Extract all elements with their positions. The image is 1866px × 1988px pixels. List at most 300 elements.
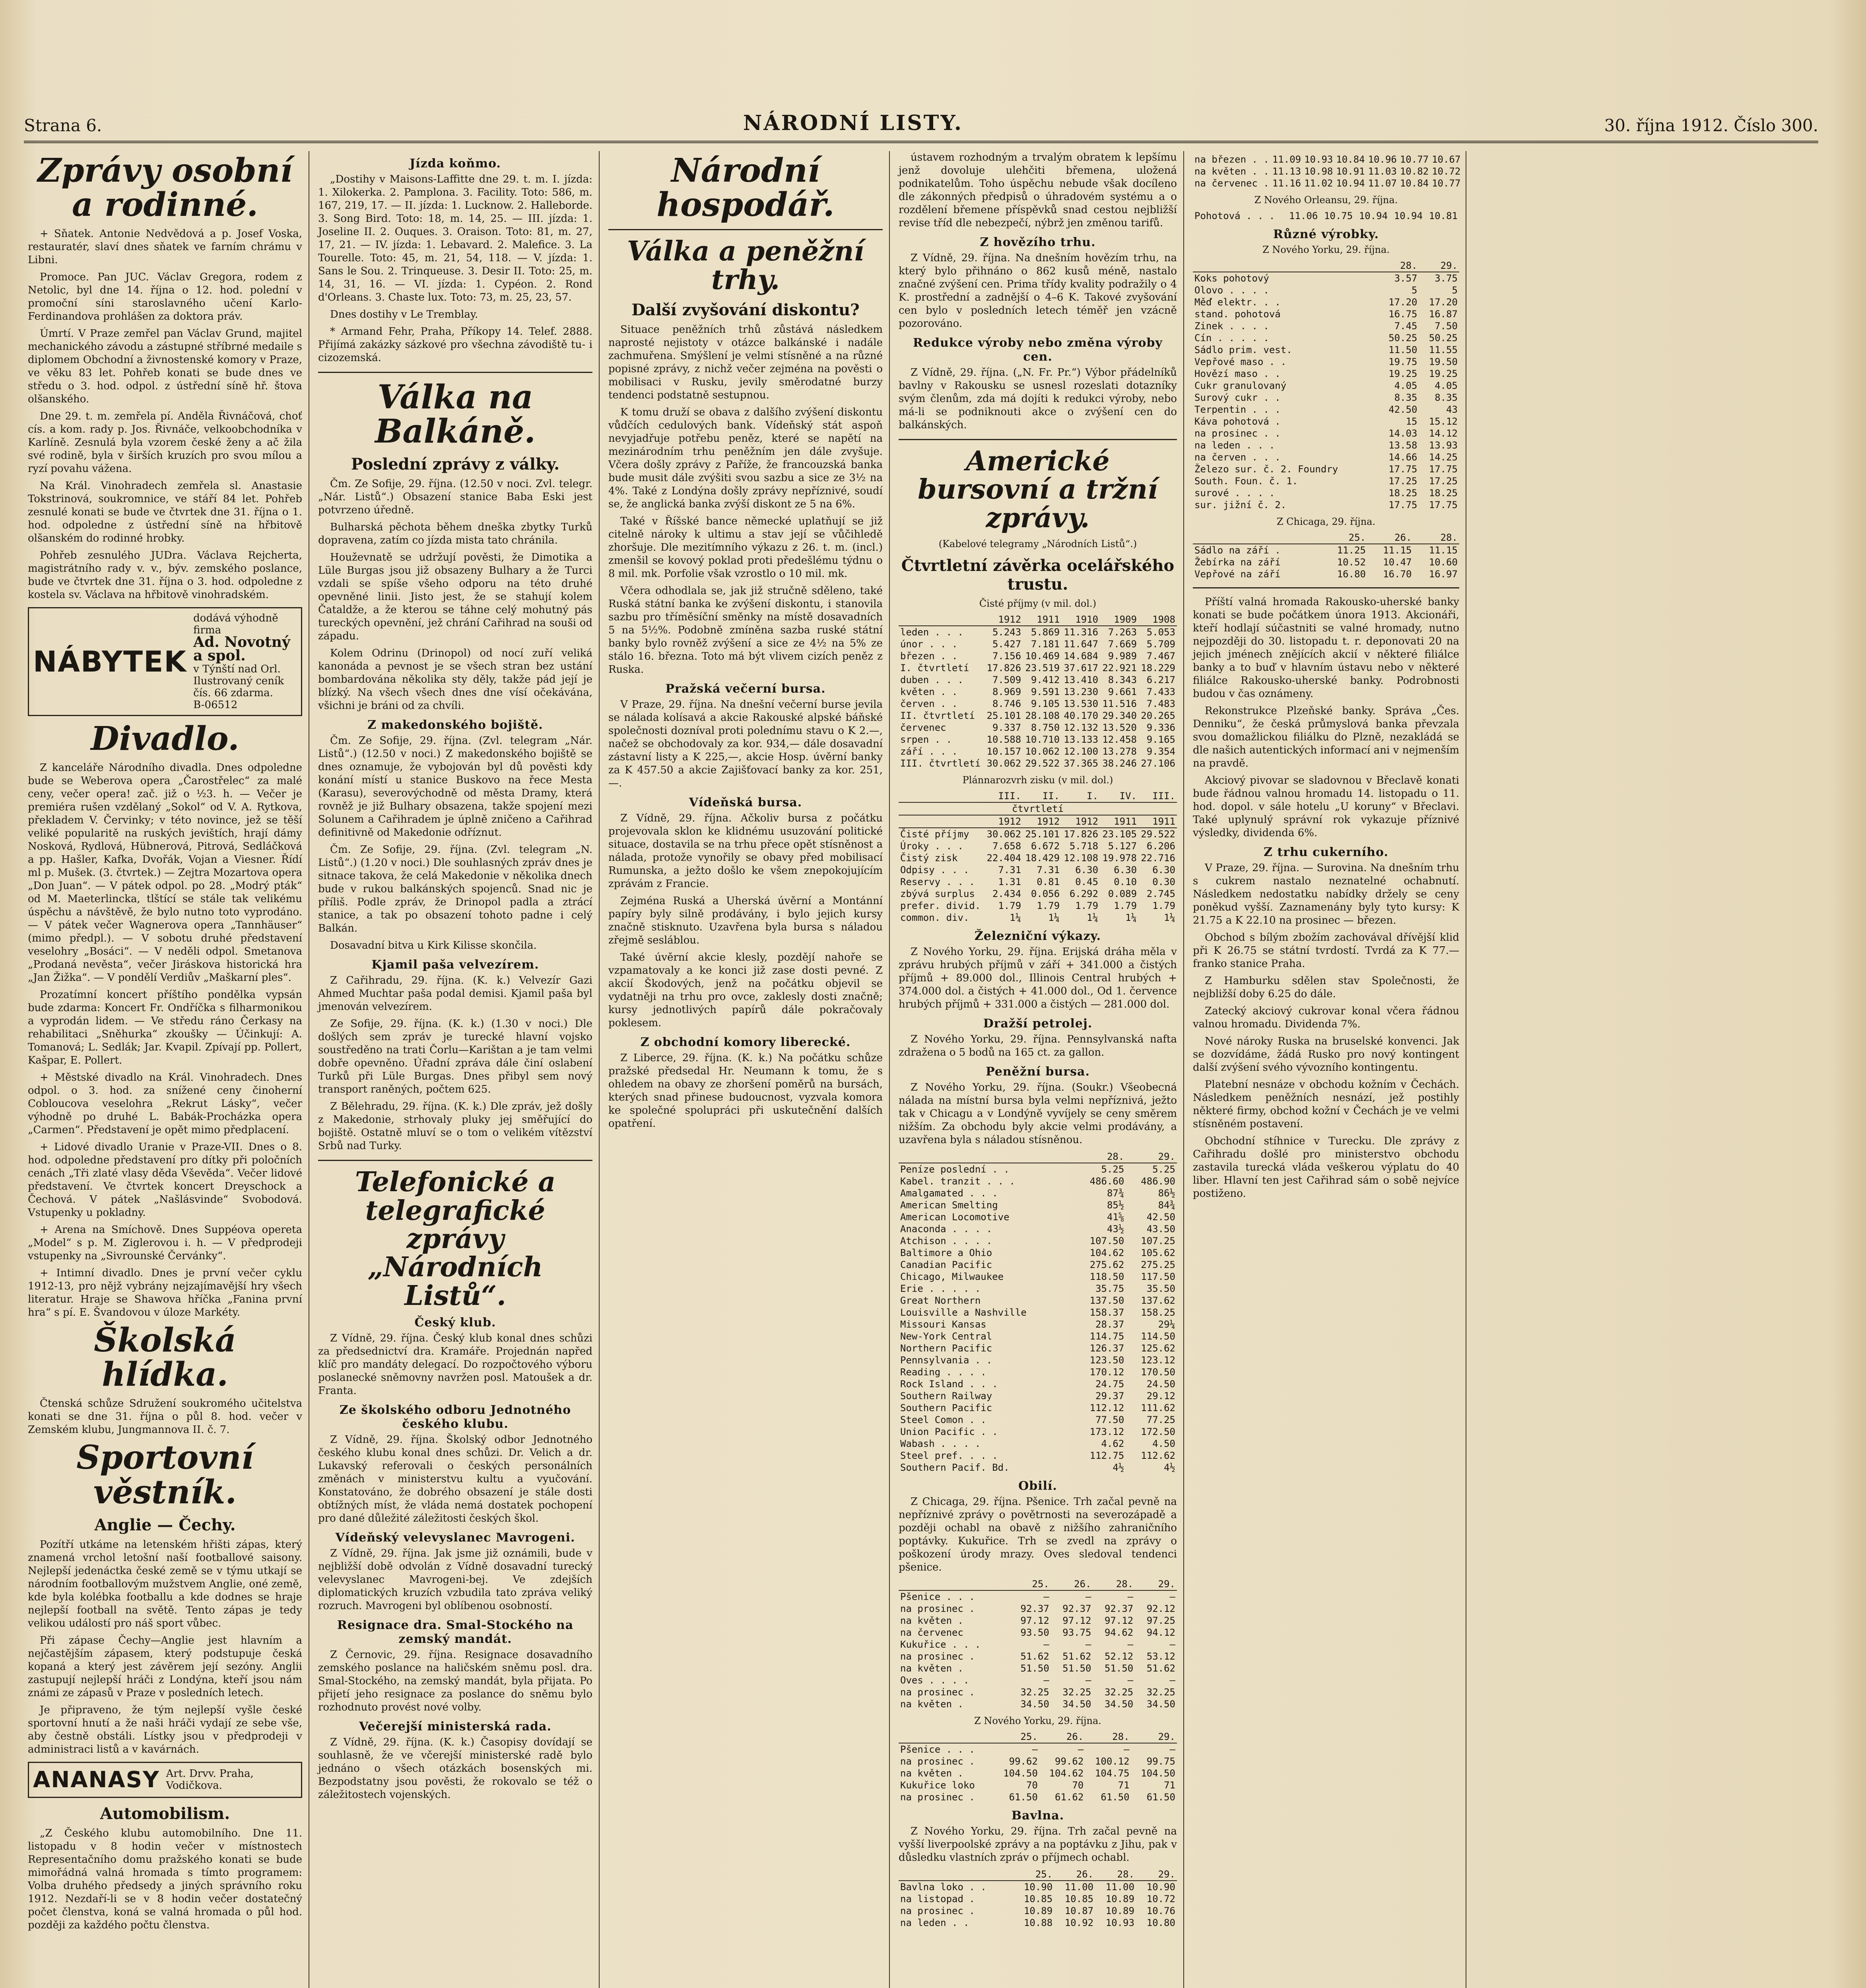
table-cell: 9.412: [1031, 674, 1060, 686]
article-heading: Ze školského odboru Jednotného českého klubu.: [339, 1403, 571, 1431]
table-cell: 24.75: [1095, 1378, 1124, 1390]
table-cell: 43½: [1107, 1223, 1124, 1235]
table-cell: květen . .: [900, 686, 958, 698]
table-cell: 1.79: [1114, 900, 1137, 912]
table-cell: 97.12: [1062, 1615, 1091, 1627]
table-header-cell: 25.: [1009, 1578, 1051, 1590]
table-cell: 16.70: [1383, 569, 1412, 580]
table-header-cell: 25.: [994, 1731, 1039, 1743]
table-header-cell: [899, 1151, 1075, 1163]
article-paragraph: Také úvěrní akcie klesly, pozdějí nahoře se vzpamatovaly a ke konci již zase dosti pevné. Z akcií Škodových, jenž na počátku objevil se vydatněji na trhu pro ovce, zaklesly dosti značně; kursy jednotlivých papírů dále pokračovaly poklesem.: [608, 951, 883, 1029]
table-row: [1193, 475, 1459, 487]
table-cell: 10.588: [986, 734, 1021, 746]
table-cell: 94.62: [1104, 1627, 1134, 1639]
section-title: Školská hlídka.: [94, 1321, 236, 1394]
table-header-cell: 1912: [1023, 815, 1061, 828]
table-cell: 51.50: [1104, 1663, 1134, 1674]
table-row: [899, 1791, 1177, 1803]
table-row: [899, 710, 1177, 722]
table-cell: New-York Central: [900, 1331, 992, 1342]
table-row: [899, 1247, 1177, 1259]
article-paragraph: Z Cařihradu, 29. října. (K. k.) Velvezír Gazi Ahmed Muchtar paša podal demisi. Kjamil paša byl jmenován velvezírem.: [318, 975, 592, 1013]
article-paragraph: Z Vídně, 29. října. Ačkoliv bursa z počátku projevovala sklon ke klidnému usuzování politické situace, dostavila se na trhu přece opět stísněnost a nálada, protože vynořily se obavy před mobilisací Rumunska, a ježto došlo ke všem znepokojujícím zprávám z Francie.: [608, 812, 883, 890]
table-row: [1193, 332, 1459, 344]
table-cell: 12.132: [1064, 722, 1099, 734]
table-cell: 13.58: [1388, 440, 1417, 451]
article-heading: Z trhu cukerního.: [1264, 845, 1388, 859]
table-cell: 32.25: [1020, 1687, 1049, 1698]
article-heading: Automobilism.: [100, 1804, 230, 1823]
table-cell: 92.37: [1062, 1603, 1091, 1615]
article-paragraph: Z Vídně, 29. října. („N. Fr. Pr.“) Výbor přádelníků bavlny v Rakousku se usnesl rozeslati dotazníky svým členům, zda má dojíti k redukci výroby, nebo má-li se podniknouti akce o zvýšení cen do balkánských.: [899, 367, 1177, 431]
table-header-cell: 1912: [984, 613, 1023, 626]
table-row: [899, 1426, 1177, 1438]
page-number: Strana 6.: [24, 116, 102, 135]
table-cell: Oves . . . .: [900, 1675, 969, 1686]
table-cell: 30.062: [986, 829, 1021, 840]
table-cell: Terpentin . . .: [1194, 404, 1281, 415]
table-cell: 77.25: [1146, 1414, 1175, 1426]
table-cell: stand. pohotová: [1194, 309, 1281, 320]
table-cell: 10.80: [1146, 1917, 1175, 1929]
table-cell: 51.50: [1020, 1663, 1049, 1674]
article-heading: Z obchodní komory liberecké.: [640, 1035, 851, 1049]
article-paragraph: Čm. Ze Sofije, 29. října. (Zvl. telegram „N. Listů“.) (1.20 v noci.) Dle souhlasných zpráv dnes je sitnace takova, že celá Makedonie v několika dnech bude v rukou balkánských spojenců. Snad nic je příliš. Podle zpráv, že Drinopol padla a ztrácí stanice, a tak po obsazení tohoto padne i celý Balkán.: [318, 844, 592, 935]
article-heading: Peněžní bursa.: [986, 1065, 1090, 1079]
table-cell: —: [1127, 1639, 1134, 1650]
ad-line: v Týnští nad Orl.: [193, 663, 281, 676]
table-row: [899, 1223, 1177, 1235]
table-cell: 172.50: [1141, 1426, 1175, 1438]
table-cell: 35.75: [1095, 1283, 1124, 1295]
table-row: [899, 1342, 1177, 1354]
article-paragraph: Je připraveno, že tým nejlepší vyšle české sportovní hnutí a že naši hráči vydají ze sebe vše, aby čestně obstáli. Lístky jsou v předprodeji v administraci listů a v kavárnách.: [28, 1704, 302, 1755]
table-row: [899, 1893, 1177, 1905]
table-row: [899, 1271, 1177, 1283]
table-cell: 10.88: [1023, 1917, 1053, 1929]
table-cell: 1.31: [998, 876, 1021, 888]
article-heading: Bavlna.: [1011, 1809, 1064, 1823]
table-row: [899, 1779, 1177, 1791]
table-cell: 52.12: [1104, 1651, 1134, 1662]
table-cell: 118.50: [1089, 1271, 1124, 1283]
table-cell: 114.50: [1141, 1331, 1175, 1342]
table-row: [899, 840, 1177, 852]
table-header-cell: 1911: [1023, 613, 1061, 626]
table-cell: Odpisy . . .: [900, 864, 969, 876]
section-title: Válka na Balkáně.: [375, 378, 536, 451]
table-cell: únor . . .: [900, 639, 958, 650]
table-cell: 13.410: [1064, 674, 1099, 686]
table-cell: III. čtvrtletí: [900, 758, 981, 769]
table-cell: 107.25: [1141, 1235, 1175, 1247]
table-row: [1193, 356, 1459, 368]
table-cell: 19.25: [1388, 368, 1417, 379]
table-row: [1193, 284, 1459, 296]
divider: [318, 1160, 592, 1161]
table-row: [899, 1295, 1177, 1307]
table-cell: Louisville a Nashville: [900, 1307, 1027, 1318]
table-cell: Vepřové maso . .: [1194, 356, 1287, 367]
article-paragraph: Ze Sofije, 29. října. (K. k.) (1.30 v noci.) Dle došlých sem zpráv je turecké hlavní vojsko soustředěno na trati Čorlu—Karištan a je tam velmi dobře opevněno. Úřadní zpráva dále činí oslabení Turků při Lüle Burgas. Dnes přibyl sem nový transport raněných, počtem 625.: [318, 1018, 592, 1096]
table-cell: 61.50: [1146, 1792, 1175, 1803]
table-cell: 99.62: [1009, 1756, 1038, 1767]
table-header-cell: 28.: [1413, 532, 1459, 544]
table-cell: 29.340: [1102, 710, 1137, 722]
table-row: [899, 1603, 1177, 1615]
table-cell: Čisté příjmy: [900, 829, 969, 840]
table-cell: 11.25: [1337, 545, 1366, 556]
ad-code: B-06512: [193, 699, 238, 711]
table-cell: 34.50: [1104, 1699, 1134, 1710]
table-cell: 18.429: [1025, 852, 1060, 864]
table-cell: 12.108: [1064, 852, 1099, 864]
table-cell: 104.75: [1095, 1768, 1130, 1779]
table-cell: 11.13: [1272, 166, 1301, 177]
article-paragraph: Z Nového Yorku, 29. října. (Soukr.) Všeobecná nálada na místní bursa byla velmi nepříznivá, ježto tak v Chicagu a v Londýně vyvíjely se ceny směrem nižším. Za obchodu byly akcie velmi prodávány, a uzavřena byla s náladou stísněnou.: [899, 1081, 1177, 1146]
table-cell: 8.35: [1435, 392, 1458, 403]
table-cell: Peníze poslední . .: [900, 1164, 1010, 1175]
article-paragraph: Dnes dostihy v Le Tremblay.: [330, 309, 478, 320]
column-2: [314, 151, 596, 1988]
table-cell: 51.62: [1020, 1651, 1049, 1662]
table-row: [899, 888, 1177, 900]
article-paragraph: Také v Říšské bance německé uplatňují se již citelně nároky k ultimu a stav její se vůčihledě zhoršuje. Dle mezitímního výkazu z 26. t. m. (incl.) zmenšil se kovový poklad proti předešlému týdnu o 8 mil. mk. Porfolie však vzrostlo o 10 mil. mk.: [608, 515, 883, 580]
table-cell: Southern Pacific: [900, 1402, 992, 1414]
table-cell: Koks pohotový: [1194, 273, 1269, 284]
table-header-cell: 28.: [1095, 1868, 1136, 1881]
table-cell: 42.50: [1388, 404, 1417, 415]
article-paragraph: * Armand Fehr, Praha, Příkopy 14. Telef. 2888. Přijímá zakázky sázkové pro všechna závodiště tu- i cizozemská.: [318, 326, 592, 364]
article-heading: Vídeňská bursa.: [689, 795, 802, 810]
table-cell: Surový cukr . .: [1194, 392, 1281, 403]
table-cell: na prosinec .: [900, 1603, 975, 1615]
newyork-grain-table: [899, 1731, 1177, 1803]
article-paragraph: + Sňatek. Antonie Nedvědová a p. Josef Voska, restauratér, slaví dnes sňatek ve farním chrámu v Libni.: [28, 228, 302, 266]
divider: [608, 229, 883, 230]
article-paragraph: Z Nového Yorku, 29. října. Erijská dráha měla v zprávu hrubých příjmů v září + 341.000 a čistých příjmů + 89.000 dol., Illinois Central hrubých + 374.000 dol. a čistých + 41.000 dol., Od 1. července hrubých příjmů + 331.000 a čistých — 281.000 dol.: [899, 946, 1177, 1011]
article-paragraph: K tomu druží se obava z dalšího zvýšení diskontu vůdčích cedulových bank. Vídeňský stát aspoň nevyjadřuje potřebu peněz, které se napětí na mezinárodním trhu peněžním jen dále zvyšuje. Včera došly zprávy z Paříže, že francouzská banka bude musit dále zvýšiti svou sazbu a sice ze 3½ na 4%. Také z Londýna došly zprávy nepříznivé, soudí se, že anglická banka zvýší diskont ze 5 na 6%.: [608, 406, 883, 510]
divider: [318, 372, 592, 373]
table-cell: 61.50: [1101, 1792, 1130, 1803]
ad-brand: NÁBYTEK: [33, 645, 187, 679]
table-cell: 70: [1026, 1780, 1038, 1791]
table-cell: 29.12: [1146, 1390, 1175, 1402]
table-cell: 14.12: [1429, 428, 1458, 439]
table-cell: Bavlna loko . .: [900, 1881, 986, 1893]
profit-distribution-table: [899, 790, 1177, 924]
table-cell: 37.617: [1064, 662, 1099, 674]
article-paragraph: Na Král. Vinohradech zemřela sl. Anastasie Tokstrinová, soukromnice, ve stáří 84 let. Pohřeb zesnulé konati se bude ve čtvrtek dne 31. října o 1. hod. odpoledne z ústřední síně na hřbitově olšanském do rodinné hrobky.: [28, 480, 302, 545]
table-cell: 1¼: [1010, 912, 1021, 924]
table-row: [899, 1259, 1177, 1271]
table-header-cell: I.: [1061, 790, 1100, 802]
table-cell: Pohotová . . .: [1194, 210, 1275, 221]
table-header-row: [899, 815, 1177, 828]
table-cell: na květen .: [900, 1663, 963, 1674]
chicago-provisions-table: [1193, 532, 1459, 580]
table-row: [1193, 308, 1459, 320]
table-header-row: [899, 1868, 1177, 1881]
table-row: [1193, 392, 1459, 404]
table-row: [899, 1590, 1177, 1603]
table-cell: 10.82: [1400, 166, 1429, 177]
table-cell: 0.10: [1114, 876, 1137, 888]
table-row: [1193, 544, 1459, 556]
table-header-cell: IV.: [1100, 790, 1138, 802]
table-cell: 10.89: [1023, 1905, 1053, 1917]
table-cell: 7.467: [1146, 650, 1175, 662]
table-cell: Cukr granulovaný: [1194, 380, 1287, 391]
table-cell: 11.516: [1102, 698, 1137, 710]
table-cell: 71: [1118, 1780, 1130, 1791]
table-body: [899, 626, 1177, 769]
article-heading: Vídeňský velevyslanec Mavrogeni.: [335, 1531, 575, 1545]
table-cell: —: [1043, 1675, 1049, 1686]
article-paragraph: Čm. Ze Sofije, 29. října. (12.50 v noci. Zvl. telegr. „Nár. Listů“.) Obsazení stanice Baba Eski jest potvrzeno úředně.: [318, 478, 592, 516]
article-heading: Další zvyšování diskontu?: [631, 300, 860, 319]
table-cell: 3.57: [1394, 273, 1417, 284]
article-paragraph: Pohřeb zesnulého JUDra. Václava Rejcherta, magistrátního rady v. v., býv. zemského poslance, bude ve čtvrtek dne 31. října o 3. hod. odpoledne z kostela sv. Václava na hřbitově vinohradském.: [28, 549, 302, 601]
chicago-grain-table: [899, 1578, 1177, 1710]
table-row: [1193, 568, 1459, 580]
table-body: [899, 1881, 1177, 1929]
table-cell: 5: [1412, 285, 1417, 296]
table-cell: 11.15: [1383, 545, 1412, 556]
article-paragraph: Dosavadní bitva u Kirk Kilisse skončila.: [330, 940, 537, 952]
article-title: Válka a peněžní trhy.: [627, 235, 864, 296]
column-rule: [889, 151, 890, 1988]
section-title: Americké bursovní a tržní zprávy.: [918, 445, 1158, 534]
table-header-cell: 1912: [1061, 815, 1100, 828]
table-cell: 10.87: [1064, 1905, 1094, 1917]
table-caption: Z Nového Yorku, 29. října.: [1262, 244, 1390, 255]
article-paragraph: Z kanceláře Národního divadla. Dnes odpoledne bude se Weberova opera „Čarostřelec“ za malé ceny, večer opera! zač. již o ½3. h. — Večer je premiéra rušen vzdělaný „Sokol“ od V. A. Rytkova, překladem V. Červinky; v této novince, jež se těší veliké popularitě na ruských jevištích, hrají dámy Nosková, Rydlová, Hübnerová, Pitrová, Sedláčková a pp. Hašler, Kafka, Dvořák, Vojan a Viesner. Řídí ml p. Mušek. (3. čtvrtek.) — Zejtra Mozartova opera „Don Juan“. — V pátek odpol. po 28. „Modrý pták“ od M. Maeterlincka, tlštící se stále tak velikému úspěchu a návštěvě, že bylo nutno toto vyprodáno. — V pátek večer Wagnerova opera „Tannhäuser“ (mimo předpl.). — V sobotu druhé představení veselohry „Bosáci“. — V neděli odpol. Smetanova „Prodaná nevěsta“, večer Jiráskova historická hra „Jan Žižka“. — V pondělí Verdiův „Maškarní ples“.: [28, 762, 302, 984]
article-paragraph: Platební nesnáze v obchodu kožním v Čechách. Následkem peněžních nesnází, jež postihly některé firmy, obchod kožní v Čechách je ve velmi stísněném postavení.: [1193, 1079, 1459, 1130]
table-cell: 7.669: [1108, 639, 1137, 650]
article-heading: Čtvrtletní závěrka ocelářského trustu.: [901, 556, 1175, 594]
article-paragraph: Při zápase Čechy—Anglie jest hlavním a nejčastějším zápasem, který podstupuje česká kopaná a který jest závěrem její sezóny. Anglii zastupují nejlepší hráči z Londýna, kteří jsou nám známi ze zápasů v Praze v posledních letech.: [28, 1634, 302, 1699]
table-row: [899, 686, 1177, 698]
table-cell: 41⅝: [1107, 1211, 1124, 1223]
table-cell: 1¼: [1048, 912, 1060, 924]
table-cell: Kukuřice . . .: [900, 1639, 981, 1650]
table-cell: 8.35: [1394, 392, 1417, 403]
table-row: [899, 1390, 1177, 1402]
article-paragraph: Z Vídně, 29. října. (K. k.) Časopisy dovídají se souhlasně, že ve včerejší ministerské radě bylo jednáno o všech otázkách bosenských mi. Bezpodstatny jsou pověsti, že rokovalo se též o záležitostech vojenských.: [318, 1736, 592, 1801]
table-row: [899, 1450, 1177, 1462]
table-row: [899, 852, 1177, 864]
table-cell: 11.07: [1368, 178, 1397, 189]
table-cell: 10.89: [1105, 1893, 1135, 1905]
divider: [1193, 587, 1459, 588]
table-cell: 0.45: [1075, 876, 1099, 888]
table-cell: 14.684: [1064, 650, 1099, 662]
table-cell: 70: [1072, 1780, 1084, 1791]
table-cell: 13.93: [1429, 440, 1458, 451]
table-caption: Plánnarozvrh zisku (v mil. dol.): [962, 775, 1113, 786]
column-1: [24, 151, 306, 1988]
table-cell: 10.89: [1105, 1905, 1135, 1917]
article-paragraph: Rekonstrukce Plzeňské banky. Správa „Čes. Denniku“, že česká průmyslová banka převzala svou domažlickou filiálku do Plzně, nezakládá se dle našich autentických informací ani v nejmenším na pravdě.: [1193, 705, 1459, 769]
table-cell: —: [1127, 1591, 1134, 1603]
column-3: [604, 151, 887, 1988]
table-cell: 117.50: [1141, 1271, 1175, 1283]
table-cell: 6.30: [1075, 864, 1099, 876]
table-row: [899, 1686, 1177, 1698]
table-cell: 32.25: [1062, 1687, 1091, 1698]
table-cell: 10.77: [1432, 178, 1461, 189]
table-cell: 27.106: [1141, 758, 1175, 769]
table-cell: 32.25: [1146, 1687, 1175, 1698]
article-heading: Anglie — Čechy.: [94, 1515, 236, 1534]
article-paragraph: + Intimní divadlo. Dnes je první večer cyklu 1912-13, pro nějž vybrány nejzajímavější hry všech literatur. Hraje se Shawova hříčka „Fanina první hra“ s pí. E. Švandovou v úloze Markéty.: [28, 1267, 302, 1319]
table-cell: na prosinec .: [900, 1905, 975, 1917]
table-cell: 93.75: [1062, 1627, 1091, 1639]
table-header-cell: III.: [984, 790, 1023, 802]
table-row: [899, 1698, 1177, 1710]
table-cell: 4½: [1113, 1462, 1124, 1474]
table-header-cell: 29.: [1126, 1151, 1177, 1163]
ad-text: [193, 612, 297, 711]
table-cell: Rock Island . . .: [900, 1378, 998, 1390]
table-cell: 10.94: [1394, 210, 1423, 221]
article-heading: Resignace dra. Smal-Stockého na zemský mandát.: [337, 1618, 574, 1646]
table-cell: 17.75: [1388, 499, 1417, 511]
table-cell: 61.50: [1009, 1792, 1038, 1803]
table-cell: 13.530: [1064, 698, 1099, 710]
article-paragraph: Bulharská pěchota během dneška zbytky Turků dopravena, zatím co jízda mista tato chránila.: [318, 521, 592, 547]
table-cell: leden . . .: [900, 627, 963, 638]
table-cell: 13.133: [1064, 734, 1099, 746]
table-cell: 28.37: [1095, 1319, 1124, 1330]
table-cell: 10.60: [1429, 557, 1458, 568]
table-header-cell: 26.: [1051, 1578, 1093, 1590]
table-cell: 43: [1446, 404, 1458, 415]
steel-trust-income-table: [899, 613, 1177, 769]
table-cell: 9.105: [1031, 698, 1060, 710]
table-cell: 71: [1164, 1780, 1175, 1791]
article-paragraph: Zejména Ruská a Uherská úvěrní a Montánní papíry byly silně prodávány, i bylo jejich kursy značně stisknuto. Uzavřena byla bursa s náladou zřejmě sesláblou.: [608, 895, 883, 946]
table-row: [1193, 499, 1459, 511]
table-cell: 10.67: [1432, 154, 1461, 165]
table-cell: 24.50: [1146, 1378, 1175, 1390]
table-row: [899, 1767, 1177, 1779]
table-row: [899, 1462, 1177, 1474]
table-row: [899, 1917, 1177, 1929]
new-orleans-table: [1193, 210, 1459, 222]
table-cell: 10.72: [1146, 1893, 1175, 1905]
table-cell: Union Pacific . .: [900, 1426, 998, 1438]
table-cell: 94.12: [1146, 1627, 1175, 1639]
section-title: Divadlo.: [91, 720, 239, 758]
table-header-cell: 1911: [1138, 815, 1177, 828]
table-cell: 19.25: [1429, 368, 1458, 379]
advertisement-furniture: [28, 607, 302, 716]
table-cell: 12.100: [1064, 746, 1099, 757]
table-cell: 4.05: [1435, 380, 1458, 391]
article-paragraph: Z Vídně, 29. října. Na dnešním hovězím trhu, na který bylo přihnáno o 862 kusů méně, nastalo značné zvýšení cen. Prima třídy kvality podražily o 4 K. prostřední a zadnější o 4–6 K. Takové zvyšování cen bylo v posledních letech téměř jen vzácně pozorováno.: [899, 252, 1177, 330]
table-header-row: [1193, 260, 1459, 272]
table-cell: Sádlo na září .: [1194, 545, 1281, 556]
ad-company: Ad. Novotný a spol.: [193, 634, 290, 664]
column-4: [895, 151, 1181, 1988]
table-header-cell: [899, 815, 984, 828]
table-cell: 7.483: [1146, 698, 1175, 710]
article-paragraph: Nové nároky Ruska na bruselské konvenci. Jak se dozvídáme, žádá Rusko pro nový kontingent další zvýšení svého vývozního kontingentu.: [1193, 1035, 1459, 1074]
table-cell: American Locomotive: [900, 1211, 1010, 1223]
article-paragraph: Akciový pivovar se sladovnou v Břeclavě konati bude řádnou valnou hromadu 14. listopadu o 11. hod. dopol. v sále hotelu „U koruny“ v Břeclavi. Také uplynulý správní rok vykazuje příznivé výsledky, dividenda 6%.: [1193, 775, 1459, 839]
table-cell: 50.25: [1388, 332, 1417, 344]
table-cell: 275.25: [1141, 1259, 1175, 1271]
table-header-cell: [899, 1868, 1013, 1881]
table-row: [899, 638, 1177, 650]
table-cell: Southern Railway: [900, 1390, 992, 1402]
table-cell: 11.55: [1429, 344, 1458, 355]
article-paragraph: Čm. Ze Sofije, 29. října. (Zvl. telegram „Nár. Listů“.) (12.50 v noci.) Z makedonského bojiště se dnes oznamuje, že vybojován byl dů pověsti kdy konání místí u stanice Buskovo na řece Mesta (Karasu), severovýchodně od města Dramy, která rovněž je již Bulhary obsazena, takže spojení mezi Solunem a Cařihradem je úplně zničeno a Cařihrad definitivně od Makedonie odříznut.: [318, 735, 592, 839]
table-cell: 5: [1452, 285, 1458, 296]
table-row: [899, 1662, 1177, 1674]
table-cell: 29¼: [1158, 1319, 1175, 1330]
table-cell: 29.522: [1025, 758, 1060, 769]
table-row: [899, 1163, 1177, 1175]
table-cell: 14.25: [1429, 452, 1458, 463]
table-body: [899, 828, 1177, 924]
table-cell: 87¾: [1107, 1188, 1124, 1199]
table-cell: 158.37: [1089, 1307, 1124, 1318]
table-row: [899, 674, 1177, 686]
table-cell: 85½: [1107, 1200, 1124, 1211]
table-row: [899, 1755, 1177, 1767]
table-header-cell: 29.: [1131, 1731, 1177, 1743]
table-cell: 23.105: [1102, 829, 1137, 840]
table-cell: na prosinec .: [900, 1651, 975, 1662]
table-row: [899, 1378, 1177, 1390]
table-cell: 51.62: [1062, 1651, 1091, 1662]
advertisement-pineapples: [28, 1762, 302, 1798]
table-row: [899, 722, 1177, 734]
article-heading: Různé výrobky.: [1273, 227, 1379, 241]
table-cell: 22.404: [986, 852, 1021, 864]
article-paragraph: V Praze, 29. října. — Surovina. Na dnešním trhu s cukrem nastalo neznatelné ochabnutí. Následkem nedostatku nabídky držely se ceny poněkud vyšší. Zaznamenány byly tyto kursy: K 21.75 a K 22.10 na prosinec — březen.: [1193, 862, 1459, 926]
table-row: [899, 912, 1177, 924]
table-row: [1193, 165, 1462, 177]
table-body: [1193, 272, 1459, 511]
table-cell: 34.50: [1020, 1699, 1049, 1710]
table-cell: na květen . .: [1194, 166, 1269, 177]
table-row: [1193, 451, 1459, 463]
table-cell: Great Northern: [900, 1295, 981, 1307]
table-body: [1193, 544, 1459, 580]
article-paragraph: Pozítří utkáme na letenském hřišti zápas, který znamená vrchol letošní naší footballové saisony. Nejlepší jedenáctka české země se v týmu utkají se národním footballovým mužstvem Anglie, oné země, kde byla kolébka footballu a kde dodnes se hraje nejlepší football na světě. Tento zápas je tedy velikou událostí pro náš sport vůbec.: [28, 1538, 302, 1629]
table-row: [899, 1175, 1177, 1187]
table-header-cell: 1912: [984, 815, 1023, 828]
table-caption: Z Chicaga, 29. října.: [1276, 516, 1376, 527]
article-paragraph: ústavem rozhodným a trvalým obratem k lepšímu jenž dovoluje ulehčiti břemena, uložená podnikatelům. Toho úspěchu nebude však docíleno dle zákonných předpisů o úhradovém systému a o rozdělení břemene příspěvků snad cestou nejbližší revise tříd dle nebezpečí, nýbrž jen změnou tarifů.: [899, 151, 1177, 229]
table-cell: 11.15: [1429, 545, 1458, 556]
table-header-cell: 28.: [1093, 1578, 1135, 1590]
table-cell: 10.72: [1432, 166, 1461, 177]
table-header-cell: 1911: [1100, 815, 1138, 828]
table-cell: 2.434: [992, 888, 1021, 900]
table-header-cell: [899, 613, 984, 626]
table-cell: 53.12: [1146, 1651, 1175, 1662]
table-cell: 51.62: [1146, 1663, 1175, 1674]
table-cell: 86½: [1158, 1188, 1175, 1199]
table-row: [899, 1354, 1177, 1366]
table-cell: 19.75: [1388, 356, 1417, 367]
table-cell: 5.709: [1146, 639, 1175, 650]
